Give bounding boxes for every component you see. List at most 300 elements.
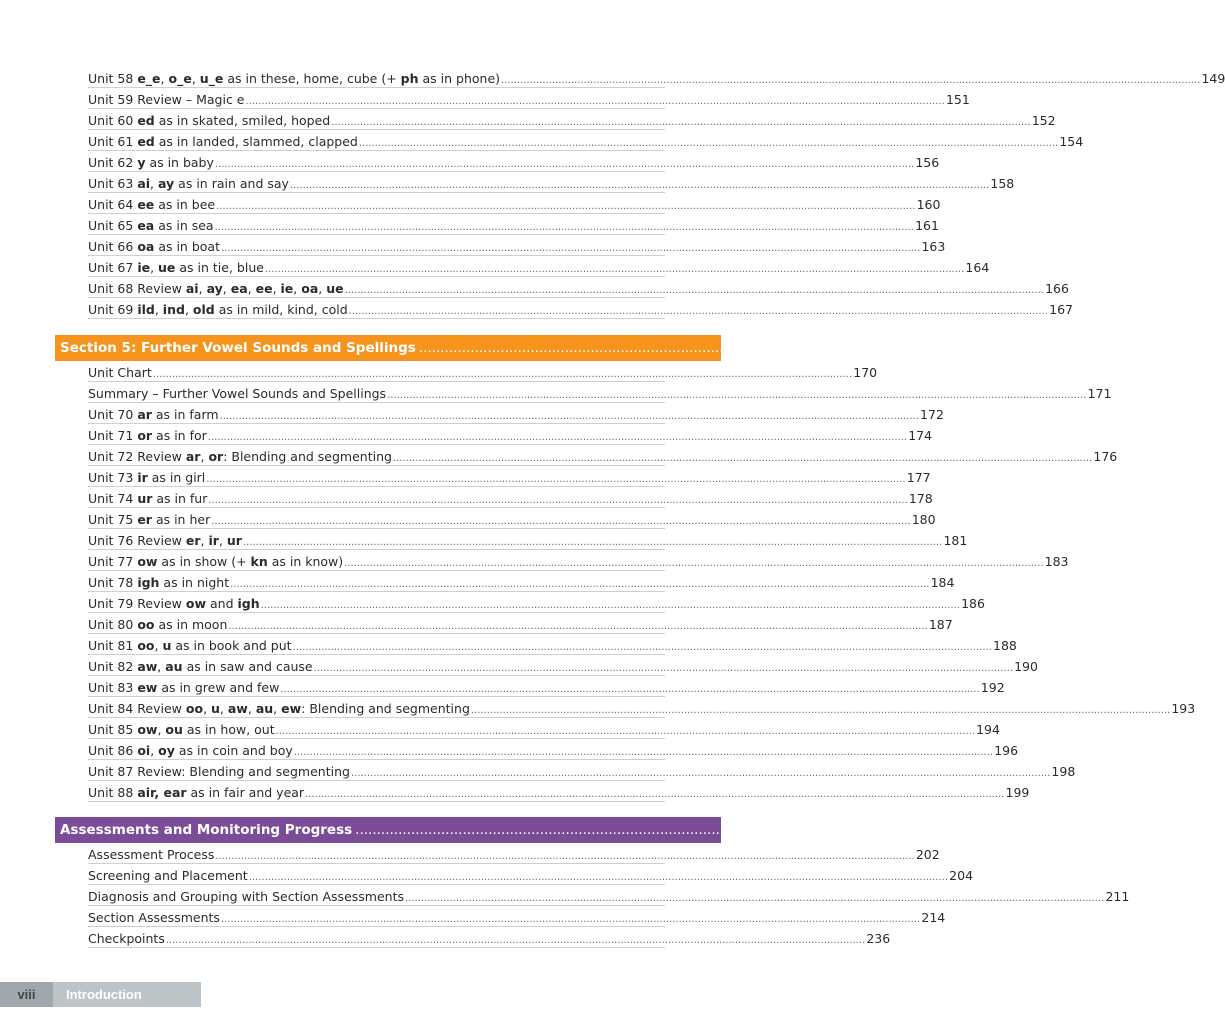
- dot-leader: ............................................................................................................................................................................................................................: [344, 285, 1044, 296]
- spelling-pattern: ow: [137, 722, 158, 737]
- toc-entry-page: 154: [1059, 134, 1084, 149]
- entry-text: Screening and Placement: [88, 868, 248, 883]
- toc-entry-page: 167: [1049, 302, 1073, 317]
- dot-leader: ............................................................................................................................................................................................................................: [264, 264, 965, 275]
- spelling-pattern: ir: [137, 470, 148, 485]
- entry-text: Unit 88: [88, 785, 138, 800]
- entry-text: Unit 64: [88, 197, 138, 212]
- toc-section-5-units: [88, 362, 1196, 803]
- toc-entry[interactable]: [88, 173, 1015, 194]
- dot-leader: ............................................................................................................................................................................................................................: [152, 369, 853, 380]
- toc-entry-title: [88, 844, 214, 865]
- entry-text: Unit 62: [88, 155, 138, 170]
- dot-leader: ............................................................................................................................................................................................................................: [289, 180, 990, 191]
- toc-entry-title: [88, 173, 289, 194]
- toc-entry-page: 198: [1051, 764, 1076, 779]
- toc-entry[interactable]: [88, 215, 939, 236]
- entry-text: as in farm: [151, 407, 219, 422]
- entry-text: Unit 77: [88, 554, 138, 569]
- toc-entry-title: [88, 467, 205, 488]
- dot-leader: ............................................................................................................................................................................................................................: [348, 306, 1048, 317]
- toc-entry-page: 202: [915, 847, 940, 862]
- toc-entry[interactable]: [88, 719, 1000, 740]
- spelling-pattern: ay: [158, 176, 175, 191]
- spelling-pattern: or: [137, 428, 153, 443]
- toc-entry-page: 204: [949, 868, 974, 883]
- entry-text: Unit 87 Review: Blending and segmenting: [88, 764, 350, 779]
- entry-text: Section Assessments: [88, 910, 220, 925]
- spelling-pattern: air, ear: [137, 785, 187, 800]
- spelling-pattern: ow: [137, 554, 158, 569]
- toc-entry-title: [88, 698, 470, 719]
- entry-text: Unit 73: [88, 470, 138, 485]
- toc-entry[interactable]: [88, 467, 931, 488]
- dot-leader: ............................................................................................................................................................................................................................: [214, 159, 915, 170]
- entry-text: ,: [219, 701, 228, 716]
- entry-text: Unit 86: [88, 743, 138, 758]
- entry-text: as in coin and boy: [174, 743, 293, 758]
- toc-entry[interactable]: [88, 572, 955, 593]
- toc-entry-page: 193: [1171, 701, 1196, 716]
- spelling-pattern: ie: [137, 260, 151, 275]
- entry-text: Unit 78: [88, 575, 138, 590]
- toc-entry-title: [88, 530, 242, 551]
- footer-section-label: Introduction: [66, 987, 142, 1002]
- spelling-pattern: ir: [208, 533, 219, 548]
- dot-leader: ............................................................................................................................................................................................................................: [344, 558, 1044, 569]
- toc-entry-page: 192: [980, 680, 1005, 695]
- toc-entry[interactable]: [88, 152, 940, 173]
- spelling-pattern: oy: [158, 743, 175, 758]
- spelling-pattern: er: [137, 512, 152, 527]
- spelling-pattern: or: [208, 449, 224, 464]
- dot-leader: ............................................................................................................................................................................................................................: [245, 96, 945, 107]
- toc-entry-title: [88, 782, 304, 803]
- dot-leader: ............................................................................................................................................................................................................................: [501, 75, 1201, 86]
- entry-text: ,: [272, 281, 281, 296]
- spelling-pattern: oo: [137, 617, 155, 632]
- spelling-pattern: ur: [137, 491, 153, 506]
- spelling-pattern: ue: [158, 260, 176, 275]
- toc-entry[interactable]: [88, 278, 1069, 299]
- spelling-pattern: o_e: [168, 71, 192, 86]
- toc-entry-page: 211: [1105, 889, 1130, 904]
- entry-text: ,: [293, 281, 302, 296]
- spelling-pattern: old: [192, 302, 215, 317]
- dot-leader: ............................................................................................................................................................................................................................: [214, 222, 914, 233]
- spelling-pattern: e_e: [137, 71, 161, 86]
- entry-text: Unit 75: [88, 512, 138, 527]
- toc-entry[interactable]: [88, 89, 970, 110]
- dot-leader: ............................................................................................................................................................................................................................: [260, 600, 960, 611]
- footer-page-number: viii: [0, 982, 53, 1007]
- spelling-pattern: oa: [301, 281, 319, 296]
- toc-entry-title: [88, 278, 344, 299]
- entry-text: Unit 83: [88, 680, 138, 695]
- toc-entry-title: [88, 425, 207, 446]
- dot-leader: ............................................................................................................................................................................................................................: [313, 663, 1013, 674]
- toc-entry[interactable]: [88, 68, 1225, 89]
- spelling-pattern: ou: [165, 722, 183, 737]
- entry-text: as in bee: [154, 197, 216, 212]
- toc-entry-page: 164: [965, 260, 990, 275]
- toc-entry[interactable]: [88, 551, 1069, 572]
- entry-text: Unit 68 Review: [88, 281, 186, 296]
- toc-entry[interactable]: [88, 782, 1030, 803]
- dot-leader: ............................................................................................................................................................................................................................: [405, 893, 1105, 904]
- entry-text: Assessment Process: [88, 847, 215, 862]
- entry-text: ,: [273, 701, 282, 716]
- toc-entry-title: [88, 551, 343, 572]
- entry-text: ,: [154, 302, 163, 317]
- entry-text: : Blending and segmenting: [223, 449, 392, 464]
- entry-text: ,: [157, 722, 166, 737]
- entry-text: : Blending and segmenting: [301, 701, 470, 716]
- spelling-pattern: ar: [137, 407, 152, 422]
- spelling-pattern: ow: [185, 596, 207, 611]
- spelling-pattern: er: [185, 533, 201, 548]
- spelling-pattern: ph: [400, 71, 419, 86]
- toc-entry[interactable]: [88, 446, 1118, 467]
- entry-text: as in skated, smiled, hoped: [154, 113, 331, 128]
- entry-text: ,: [150, 260, 159, 275]
- toc-entry-page: 149: [1201, 71, 1225, 86]
- spelling-pattern: ew: [281, 701, 302, 716]
- entry-text: as in moon: [154, 617, 228, 632]
- entry-text: as in show (+: [157, 554, 251, 569]
- entry-text: as in how, out: [182, 722, 275, 737]
- dot-leader: ............................................................................................................................................................................................................................: [220, 243, 921, 254]
- toc-entry-title: [88, 509, 210, 530]
- entry-text: as in tie, blue: [175, 260, 264, 275]
- entry-text: ,: [150, 176, 158, 191]
- entry-text: Unit 69: [88, 302, 138, 317]
- entry-text: Checkpoints: [88, 931, 165, 946]
- toc-entry[interactable]: [88, 362, 878, 383]
- toc-entry-page: 199: [1005, 785, 1030, 800]
- entry-text: as in these, home, cube (+: [223, 71, 401, 86]
- spelling-pattern: ai: [185, 281, 199, 296]
- toc-entry-page: 214: [921, 910, 946, 925]
- entry-text: ,: [318, 281, 327, 296]
- toc-entry[interactable]: [88, 635, 1017, 656]
- toc-entry-page: 151: [945, 92, 970, 107]
- entry-text: ,: [203, 701, 212, 716]
- toc-entry[interactable]: [88, 488, 933, 509]
- spelling-pattern: oo: [185, 701, 204, 716]
- entry-text: Unit 71: [88, 428, 138, 443]
- toc-entry-page: 184: [930, 575, 955, 590]
- entry-text: ,: [222, 281, 231, 296]
- dot-leader: ............................................................................................................................................................................................................................: [280, 684, 980, 695]
- entry-text: ,: [218, 533, 227, 548]
- toc-entry-page: 187: [928, 617, 953, 632]
- toc-entry[interactable]: [88, 383, 1112, 404]
- dot-leader: ............................................................................................................................................................................................................................: [242, 537, 943, 548]
- toc-entry-page: 181: [943, 533, 968, 548]
- toc-entry-page: 156: [915, 155, 940, 170]
- entry-text: as in fair and year: [186, 785, 305, 800]
- toc-entry-title: [88, 257, 264, 278]
- footer-tab: [0, 982, 201, 1007]
- toc-entry-page: 188: [993, 638, 1017, 653]
- entry-text: as in for: [152, 428, 207, 443]
- dot-leader: ............................................................................................................................................................................................................................: [387, 390, 1087, 401]
- assessments-pages: 201–269: [873, 822, 937, 838]
- entry-text: ,: [198, 281, 207, 296]
- spelling-pattern: u_e: [199, 71, 224, 86]
- dot-leader: ............................................................................................................................................................................................................................: [358, 138, 1059, 149]
- entry-text: ,: [247, 281, 256, 296]
- entry-text: as in landed, slammed, clapped: [154, 134, 358, 149]
- toc-entry[interactable]: [88, 509, 936, 530]
- entry-text: as in grew and few: [157, 680, 280, 695]
- toc-entry-page: 174: [908, 428, 933, 443]
- entry-text: as in night: [159, 575, 230, 590]
- toc-entry-title: [88, 446, 392, 467]
- entry-text: as in sea: [154, 218, 214, 233]
- entry-text: ,: [160, 71, 169, 86]
- entry-text: Unit 65: [88, 218, 138, 233]
- spelling-pattern: y: [137, 155, 146, 170]
- spelling-pattern: u: [162, 638, 172, 653]
- toc-entry-title: [88, 488, 207, 509]
- toc-entry[interactable]: [88, 740, 1019, 761]
- toc-entry[interactable]: [88, 530, 968, 551]
- dot-leader: ............................................................................................................................................................................................................................: [228, 621, 928, 632]
- entry-text: ,: [154, 638, 163, 653]
- entry-text: as in baby: [145, 155, 214, 170]
- entry-text: Unit 79 Review: [88, 596, 186, 611]
- toc-entry-page: 186: [961, 596, 985, 611]
- toc-entry-title: [88, 131, 358, 152]
- toc-entry[interactable]: [88, 404, 944, 425]
- toc-entry-title: [88, 89, 244, 110]
- toc-entry[interactable]: [88, 865, 974, 886]
- toc-entry[interactable]: [88, 614, 953, 635]
- toc-entry-title: [88, 572, 229, 593]
- toc-entry[interactable]: [88, 844, 940, 865]
- toc-entry-title: [88, 886, 404, 907]
- toc-assessment-items: [88, 844, 1130, 949]
- entry-text: Summary – Further Vowel Sounds and Spellings: [88, 386, 387, 401]
- entry-text: Unit 72 Review: [88, 449, 186, 464]
- spelling-pattern: ed: [137, 134, 155, 149]
- entry-text: ,: [184, 302, 193, 317]
- toc-entry-title: [88, 404, 219, 425]
- toc-entry[interactable]: [88, 677, 1005, 698]
- section-5-leader: ........................................................................................................................: [418, 340, 934, 356]
- spelling-pattern: ee: [255, 281, 273, 296]
- section-5-title: Section 5: Further Vowel Sounds and Spellings: [60, 340, 416, 356]
- toc-entry-page: 236: [866, 931, 891, 946]
- entry-text: Unit 85: [88, 722, 138, 737]
- spelling-pattern: u: [211, 701, 220, 716]
- toc-entry-title: [88, 761, 350, 782]
- toc-entry-page: 170: [853, 365, 878, 380]
- dot-leader: ............................................................................................................................................................................................................................: [165, 935, 866, 946]
- entry-text: as in girl: [147, 470, 206, 485]
- entry-text: as in know): [267, 554, 344, 569]
- toc-entry-title: [88, 236, 220, 257]
- toc-entry-title: [88, 656, 313, 677]
- toc-entry-page: 171: [1087, 386, 1112, 401]
- dot-leader: ............................................................................................................................................................................................................................: [207, 432, 908, 443]
- entry-text: Unit 66: [88, 239, 138, 254]
- spelling-pattern: oa: [137, 239, 155, 254]
- toc-entry-page: 166: [1045, 281, 1069, 296]
- dot-leader: ............................................................................................................................................................................................................................: [275, 726, 975, 737]
- entry-text: ,: [150, 743, 159, 758]
- dot-leader: ............................................................................................................................................................................................................................: [248, 872, 949, 883]
- entry-text: ,: [157, 659, 166, 674]
- spelling-pattern: oo: [137, 638, 155, 653]
- entry-text: as in book and put: [171, 638, 292, 653]
- entry-text: Unit 80: [88, 617, 138, 632]
- spelling-pattern: ay: [206, 281, 223, 296]
- toc-entry-page: 163: [921, 239, 946, 254]
- spelling-pattern: ee: [137, 197, 155, 212]
- dot-leader: ............................................................................................................................................................................................................................: [292, 642, 992, 653]
- toc-entry-title: [88, 928, 165, 949]
- toc-entry-page: 180: [911, 512, 936, 527]
- toc-entry-title: [88, 593, 260, 614]
- dot-leader: ............................................................................................................................................................................................................................: [230, 579, 930, 590]
- dot-leader: ............................................................................................................................................................................................................................: [215, 851, 915, 862]
- toc-entry[interactable]: [88, 593, 985, 614]
- entry-text: Unit 61: [88, 134, 138, 149]
- spelling-pattern: aw: [227, 701, 248, 716]
- toc-entry[interactable]: [88, 299, 1073, 320]
- entry-text: Unit Chart: [88, 365, 152, 380]
- toc-entry[interactable]: [88, 110, 1056, 131]
- assessments-title: Assessments and Monitoring Progress: [60, 822, 353, 838]
- toc-entry-page: 178: [908, 491, 933, 506]
- dot-leader: ............................................................................................................................................................................................................................: [331, 117, 1031, 128]
- toc-entry-page: 160: [916, 197, 941, 212]
- entry-text: Unit 82: [88, 659, 138, 674]
- entry-text: ,: [191, 71, 200, 86]
- toc-entry-page: 161: [915, 218, 939, 233]
- toc-entry[interactable]: [88, 656, 1038, 677]
- dot-leader: ............................................................................................................................................................................................................................: [293, 747, 994, 758]
- entry-text: as in boat: [154, 239, 220, 254]
- entry-text: Unit 70: [88, 407, 138, 422]
- toc-entry[interactable]: [88, 761, 1076, 782]
- toc-entry-title: [88, 614, 227, 635]
- spelling-pattern: ild: [137, 302, 155, 317]
- toc-entry-page: 158: [990, 176, 1015, 191]
- toc-entry[interactable]: [88, 907, 946, 928]
- dot-leader: ............................................................................................................................................................................................................................: [206, 474, 906, 485]
- toc-entry-title: [88, 740, 293, 761]
- toc-entry[interactable]: [88, 194, 941, 215]
- spelling-pattern: ie: [280, 281, 294, 296]
- entry-text: as in phone): [418, 71, 501, 86]
- dot-leader: ............................................................................................................................................................................................................................: [305, 789, 1005, 800]
- spelling-pattern: au: [255, 701, 274, 716]
- toc-entry-title: [88, 299, 348, 320]
- toc-entry-title: [88, 907, 220, 928]
- toc-entry[interactable]: [88, 698, 1196, 719]
- toc-entry-title: [88, 677, 279, 698]
- entry-text: as in rain and say: [174, 176, 289, 191]
- entry-text: as in mild, kind, cold: [214, 302, 348, 317]
- toc-entry-page: 152: [1031, 113, 1056, 128]
- dot-leader: ............................................................................................................................................................................................................................: [220, 914, 921, 925]
- spelling-pattern: ea: [137, 218, 155, 233]
- toc-entry-title: [88, 68, 500, 89]
- toc-entry-page: 196: [994, 743, 1019, 758]
- dot-leader: ............................................................................................................................................................................................................................: [350, 768, 1051, 779]
- spelling-pattern: ew: [137, 680, 158, 695]
- entry-text: Unit 59 Review – Magic e: [88, 92, 245, 107]
- entry-text: and: [206, 596, 238, 611]
- toc-entry-title: [88, 215, 214, 236]
- spelling-pattern: ur: [226, 533, 242, 548]
- toc-entry-title: [88, 865, 248, 886]
- spelling-pattern: aw: [137, 659, 158, 674]
- toc-entry[interactable]: [88, 886, 1130, 907]
- assessments-leader: ........................................................................................................................: [355, 822, 871, 838]
- spelling-pattern: ar: [185, 449, 201, 464]
- spelling-pattern: ai: [137, 176, 151, 191]
- toc-entry-title: [88, 152, 214, 173]
- assessments-header[interactable]: [55, 817, 937, 843]
- toc-entry-title: [88, 383, 386, 404]
- entry-text: Unit 84 Review: [88, 701, 186, 716]
- toc-entry[interactable]: [88, 257, 990, 278]
- dot-leader: ............................................................................................................................................................................................................................: [211, 516, 911, 527]
- entry-text: Unit 67: [88, 260, 138, 275]
- toc-entry-title: [88, 194, 215, 215]
- entry-text: as in saw and cause: [182, 659, 313, 674]
- entry-text: Unit 81: [88, 638, 138, 653]
- dot-leader: ............................................................................................................................................................................................................................: [208, 495, 908, 506]
- spelling-pattern: ind: [162, 302, 185, 317]
- toc-entry[interactable]: [88, 131, 1084, 152]
- entry-text: ,: [200, 449, 209, 464]
- dot-leader: ............................................................................................................................................................................................................................: [219, 411, 919, 422]
- entry-text: Unit 63: [88, 176, 138, 191]
- toc-entry-page: 183: [1044, 554, 1069, 569]
- spelling-pattern: ea: [230, 281, 248, 296]
- toc-entry-page: 177: [906, 470, 931, 485]
- entry-text: Unit 74: [88, 491, 138, 506]
- spelling-pattern: ue: [326, 281, 344, 296]
- toc-entry-title: [88, 635, 292, 656]
- toc-entry-page: 176: [1093, 449, 1118, 464]
- toc-entry-page: 190: [1014, 659, 1038, 674]
- entry-text: Unit 76 Review: [88, 533, 186, 548]
- toc-entry-title: [88, 110, 330, 131]
- spelling-pattern: ed: [137, 113, 155, 128]
- toc-entry-title: [88, 362, 152, 383]
- dot-leader: ............................................................................................................................................................................................................................: [392, 453, 1093, 464]
- section-5-header[interactable]: [55, 335, 1000, 361]
- toc-entry[interactable]: [88, 236, 946, 257]
- spelling-pattern: igh: [137, 575, 160, 590]
- spelling-pattern: au: [165, 659, 183, 674]
- toc-entry-page: 194: [976, 722, 1000, 737]
- toc-entry[interactable]: [88, 928, 891, 949]
- spelling-pattern: oi: [137, 743, 151, 758]
- entry-text: as in fur: [152, 491, 208, 506]
- spelling-pattern: igh: [237, 596, 260, 611]
- entry-text: ,: [247, 701, 256, 716]
- toc-entry[interactable]: [88, 425, 933, 446]
- entry-text: Unit 60: [88, 113, 138, 128]
